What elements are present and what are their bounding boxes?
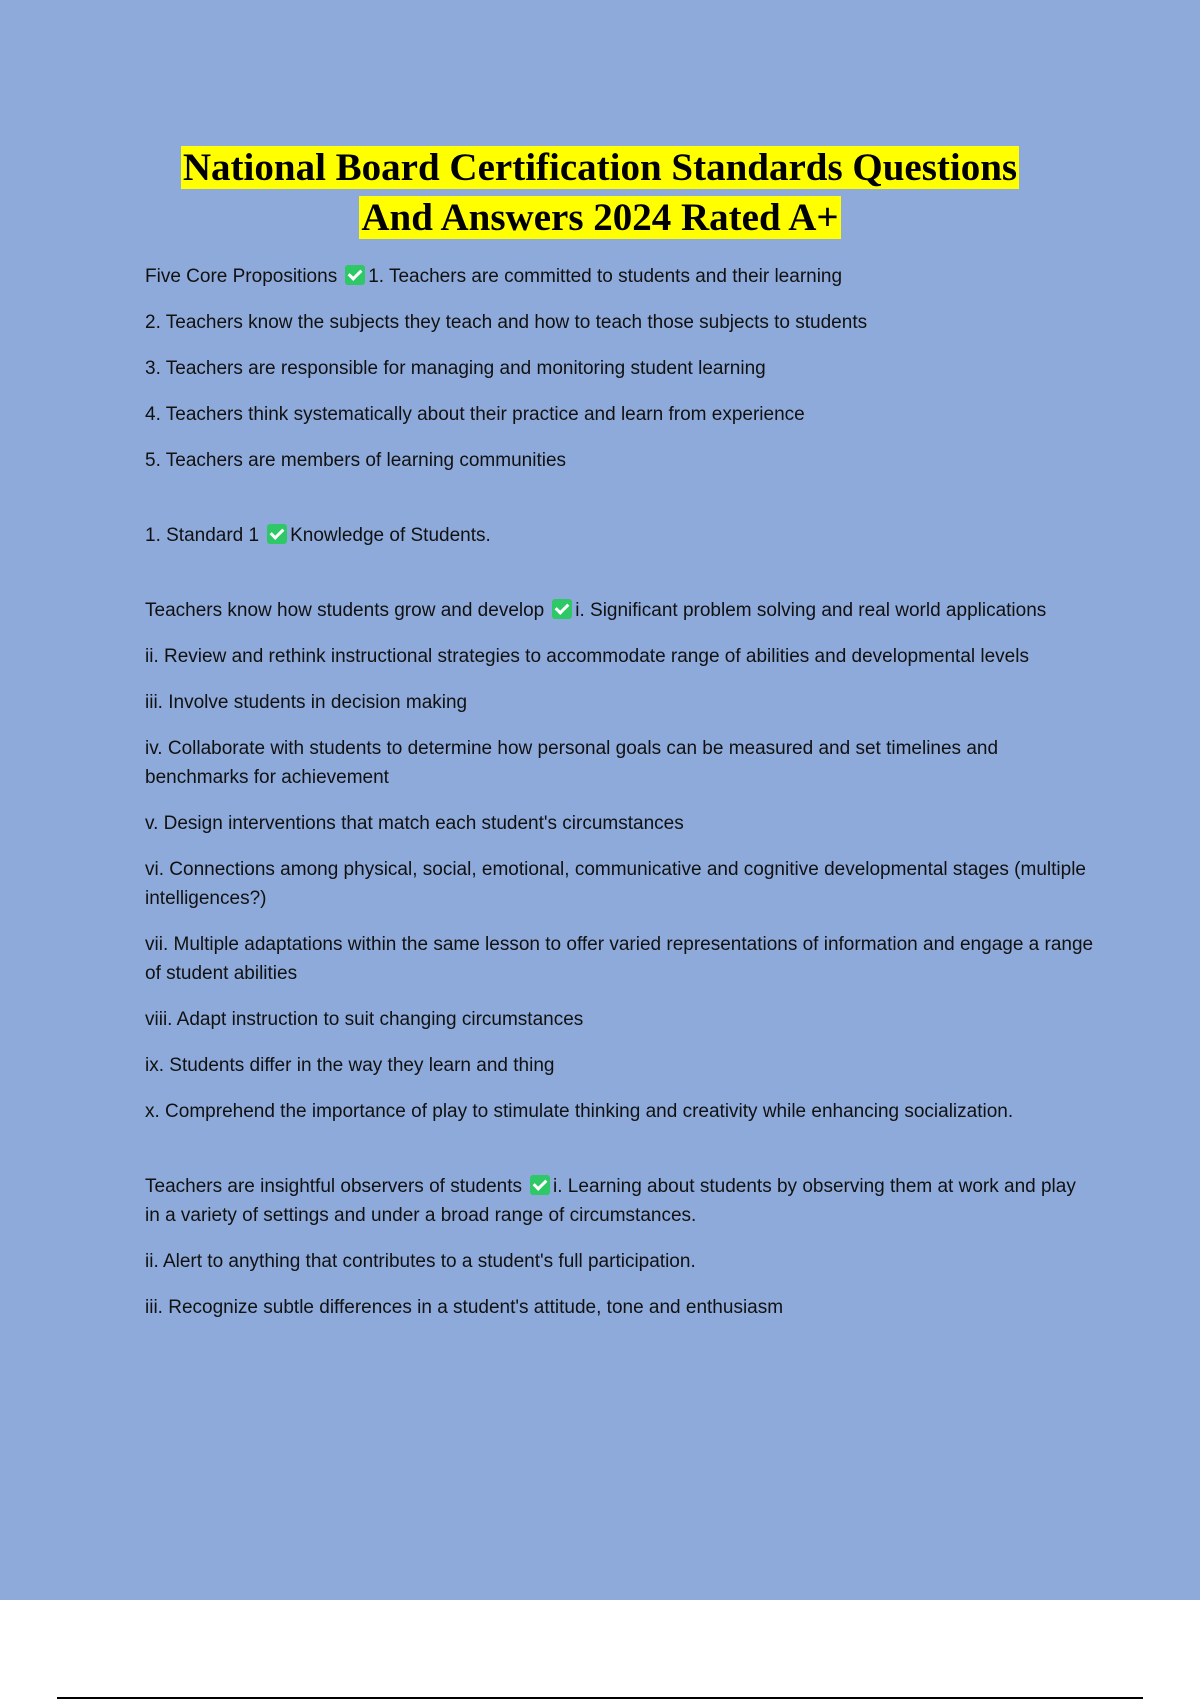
list-item: ii. Alert to anything that contributes to a student's full participation. bbox=[145, 1251, 696, 1272]
page-divider bbox=[57, 1697, 1143, 1699]
list-item: iii. Recognize subtle differences in a student's attitude, tone and enthusiasm bbox=[145, 1297, 784, 1318]
list-item: v. Design interventions that match each student's circumstances bbox=[145, 813, 684, 834]
page-title bbox=[0, 143, 1200, 243]
checkmark-icon bbox=[267, 524, 287, 544]
document-body bbox=[145, 262, 1095, 1339]
list-item: ii. Review and rethink instructional strategies to accommodate range of abilities and developmental levels bbox=[145, 646, 1029, 667]
answer-text: i. Learning about students by observing them at work and play in a variety of settings and under a broad range of circumstances. bbox=[145, 1176, 1076, 1226]
list-item: vi. Connections among physical, social, emotional, communicative and cognitive developmental stages (multiple intelligences?) bbox=[145, 859, 1086, 909]
list-item bbox=[145, 262, 1095, 291]
list-item bbox=[145, 596, 1095, 625]
list-item bbox=[145, 521, 1095, 550]
list-item: vii. Multiple adaptations within the same lesson to offer varied representations of information and engage a range of student abilities bbox=[145, 934, 1094, 984]
question-text: Teachers are insightful observers of students bbox=[145, 1176, 523, 1197]
checkmark-icon bbox=[345, 265, 365, 285]
question-text: Teachers know how students grow and develop bbox=[145, 600, 545, 621]
checkmark-icon bbox=[552, 599, 572, 619]
list-item: x. Comprehend the importance of play to stimulate thinking and creativity while enhancing socialization. bbox=[145, 1101, 1014, 1122]
list-item: iv. Collaborate with students to determine how personal goals can be measured and set timelines and benchmarks for achievement bbox=[145, 738, 999, 788]
list-item: 5. Teachers are members of learning communities bbox=[145, 450, 567, 471]
title-line-2: And Answers 2024 Rated A+ bbox=[361, 196, 839, 239]
list-item: 2. Teachers know the subjects they teach and how to teach those subjects to students bbox=[145, 312, 868, 333]
answer-text: i. Significant problem solving and real world applications bbox=[575, 600, 1047, 621]
question-text: 1. Standard 1 bbox=[145, 525, 260, 546]
question-text: Five Core Propositions bbox=[145, 266, 338, 287]
list-item: iii. Involve students in decision making bbox=[145, 692, 468, 713]
list-item: viii. Adapt instruction to suit changing circumstances bbox=[145, 1009, 584, 1030]
list-item: 4. Teachers think systematically about their practice and learn from experience bbox=[145, 404, 805, 425]
title-line-1: National Board Certification Standards Questions bbox=[182, 146, 1018, 189]
checkmark-icon bbox=[530, 1175, 550, 1195]
answer-text: 1. Teachers are committed to students and their learning bbox=[368, 266, 843, 287]
list-item: 3. Teachers are responsible for managing and monitoring student learning bbox=[145, 358, 766, 379]
answer-text: Knowledge of Students. bbox=[290, 525, 491, 546]
list-item: ix. Students differ in the way they learn and thing bbox=[145, 1055, 555, 1076]
list-item bbox=[145, 1172, 1095, 1230]
